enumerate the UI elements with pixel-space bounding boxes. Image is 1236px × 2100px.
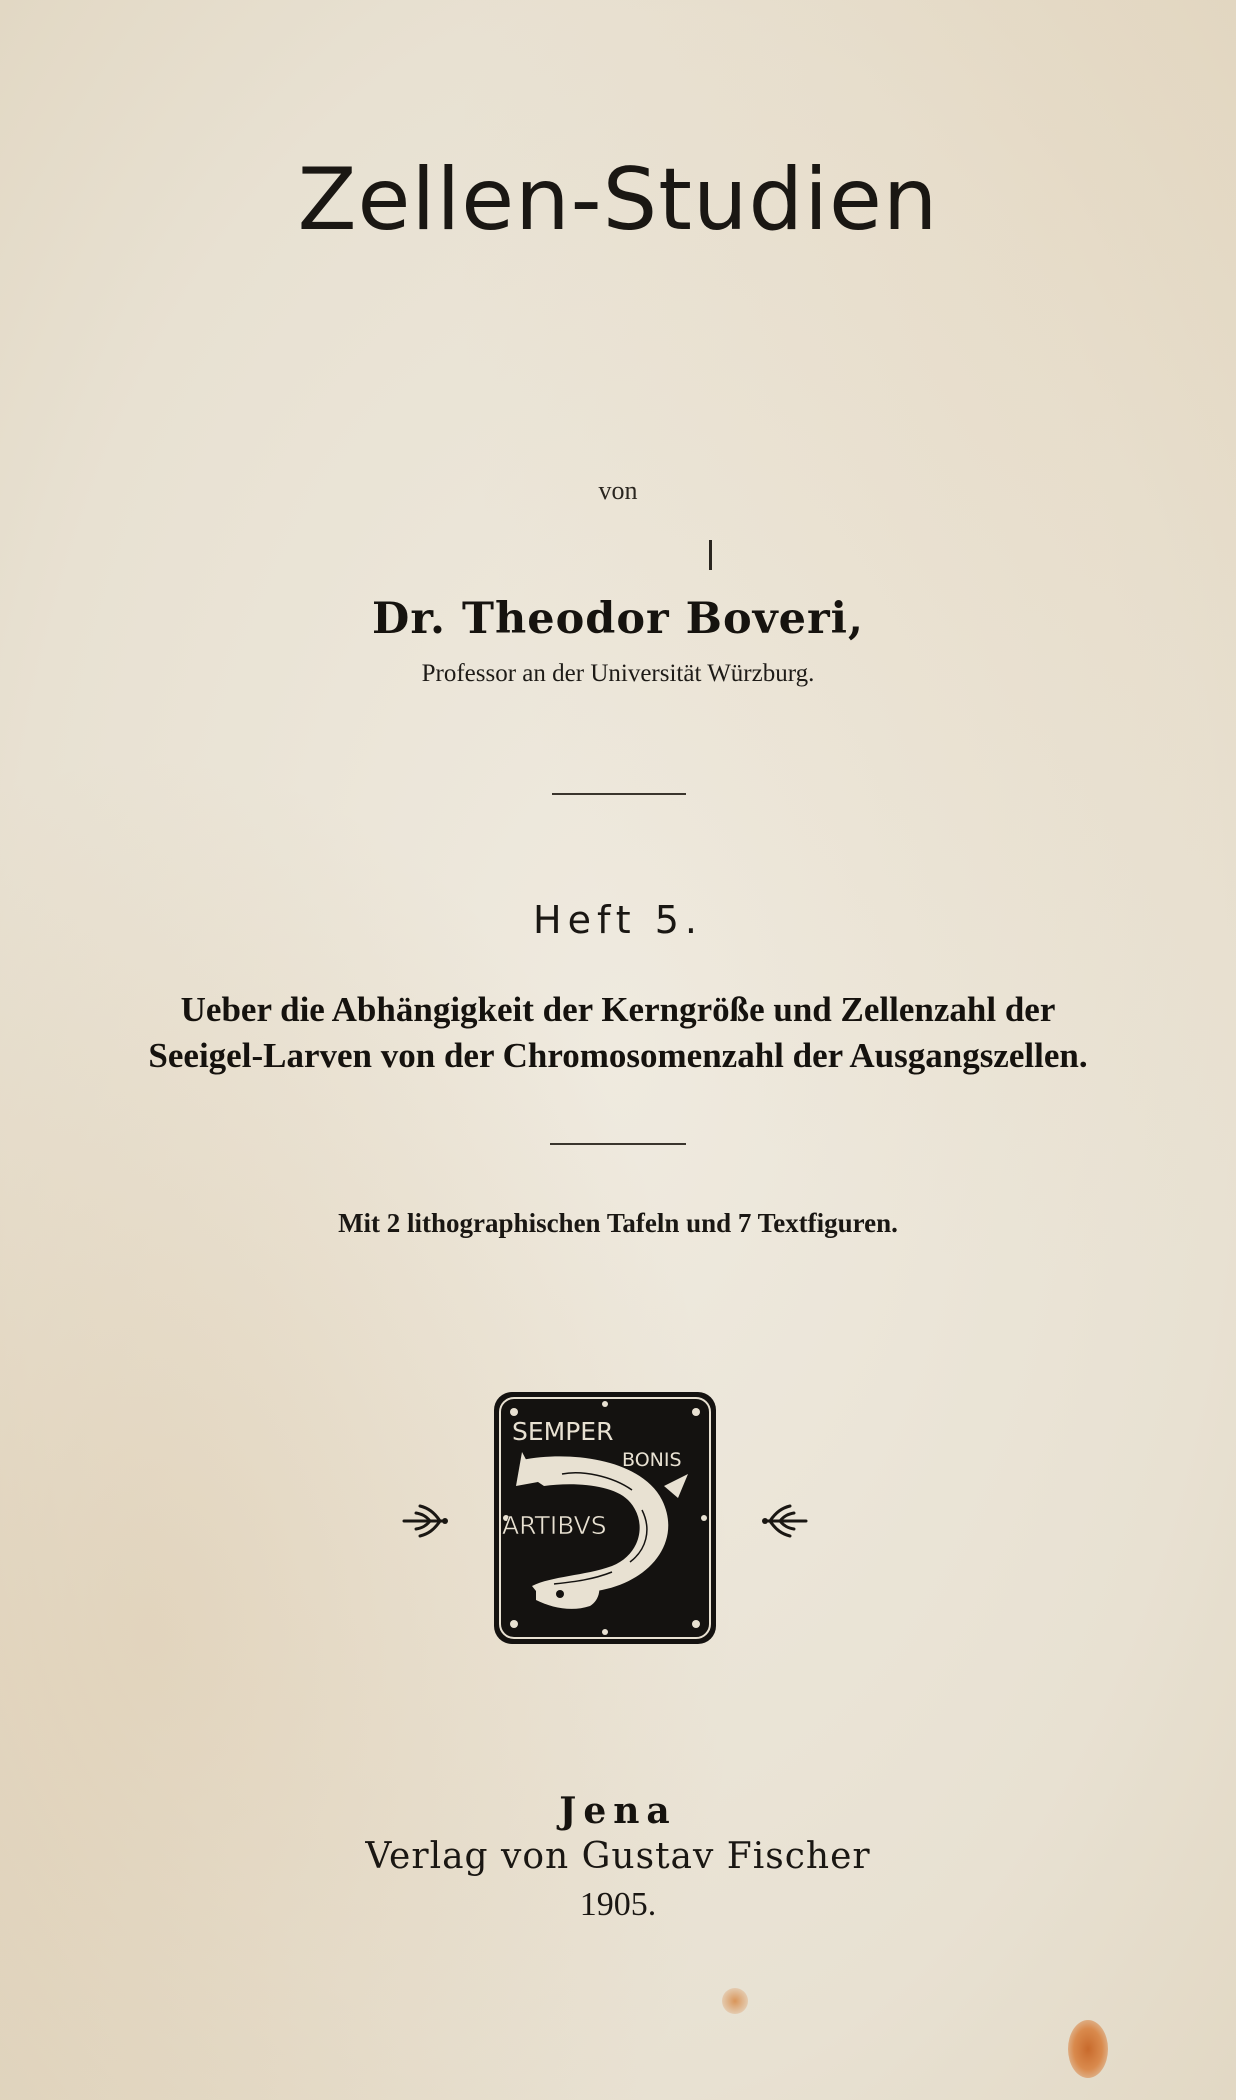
illustration-note: Mit 2 lithographischen Tafeln und 7 Textfiguren. <box>338 1208 898 1238</box>
subtitle-line-2: Seeigel-Larven von der Chromosomenzahl der Ausgangszellen. <box>148 1036 1088 1075</box>
flourish-right-icon <box>760 1498 810 1544</box>
issue-label: Heft 5. <box>533 898 703 942</box>
divider-rule <box>550 1143 686 1145</box>
author-name: Dr. Theodor Boveri, <box>372 594 864 644</box>
fish-emblem-icon <box>492 1390 718 1646</box>
motto-line-2: BONIS <box>622 1449 682 1471</box>
divider-rule <box>552 793 686 795</box>
imprint-city: Jena <box>559 1790 677 1832</box>
imprint-publisher: Verlag von Gustav Fischer <box>365 1836 871 1877</box>
printer-mark <box>709 540 712 570</box>
imprint-year: 1905. <box>579 1886 657 1923</box>
paper-stain <box>722 1988 748 2014</box>
flourish-left-icon <box>400 1498 450 1544</box>
subtitle-line-1: Ueber die Abhängigkeit der Kerngröße und Zellenzahl der <box>180 990 1056 1029</box>
byline: von <box>598 476 638 505</box>
book-title: Zellen-Studien <box>297 150 939 250</box>
paper-stain <box>1068 2020 1108 2078</box>
author-affiliation: Professor an der Universität Würzburg. <box>421 660 815 687</box>
motto-line-1: SEMPER <box>512 1417 614 1446</box>
motto-line-3: ARTIBVS <box>502 1511 607 1540</box>
publisher-mark <box>492 1390 718 1646</box>
